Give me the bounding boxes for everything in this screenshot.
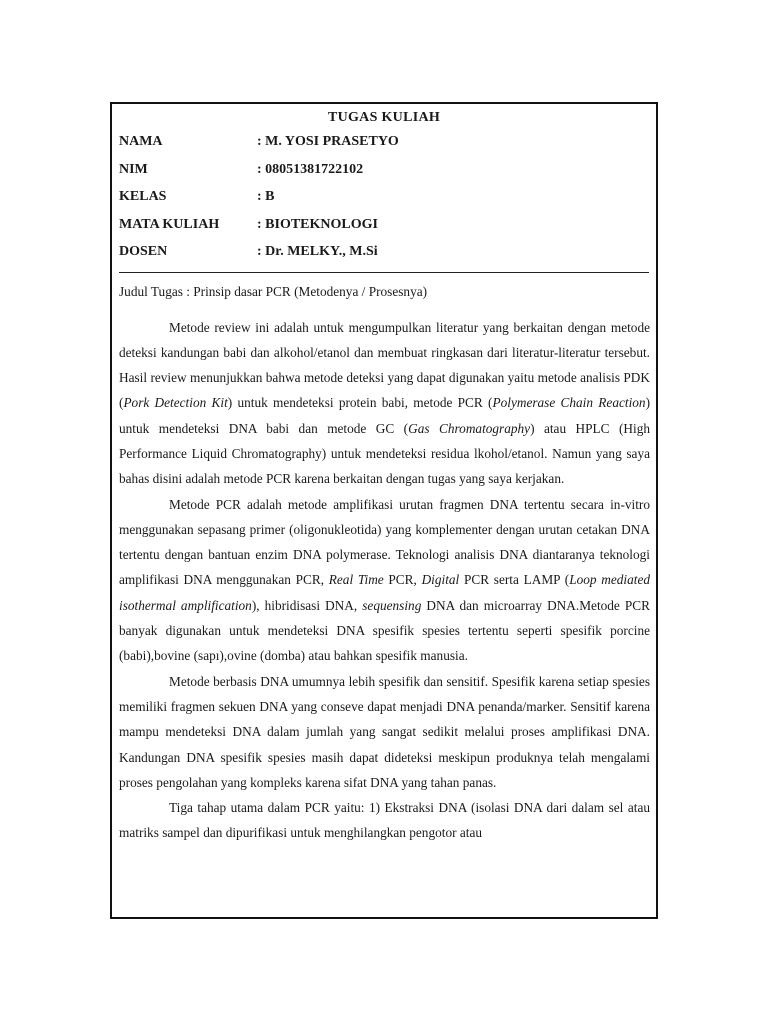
- italic-term: Polymerase Chain Reaction: [492, 395, 646, 411]
- header-field-row: [119, 162, 649, 190]
- header-field-row: [119, 217, 649, 245]
- field-label: NAMA: [119, 134, 163, 149]
- body-paragraph: [119, 669, 650, 795]
- document-frame: [110, 102, 658, 919]
- body-paragraph: [119, 315, 650, 492]
- text-segment: Metode PCR adalah metode amplifikasi urutan fragmen DNA tertentu secara in-vitro menggunakan sepasang primer (oligonukleotida) yang komplementer dengan urutan cetakan DNA tertentu dengan bantuan enzim DNA polymerase. Teknologi analisis DNA diantaranya teknologi amplifikasi DNA menggunakan PCR,: [119, 496, 650, 588]
- text-segment: Metode review ini adalah untuk mengumpulkan literatur yang berkaitan dengan metode deteksi kandungan babi dan alkohol/etanol dan membuat ringkasan dari literatur-literatur tersebut. Hasil review menunjukkan bahwa metode deteksi yang dapat digunakan yaitu metode analisis PDK (: [119, 319, 650, 411]
- field-value: : M. YOSI PRASETYO: [257, 134, 399, 149]
- body-paragraph: [119, 492, 650, 669]
- text-segment: ) atau HPLC (High Performance Liquid Chromatography) untuk mendeteksi residua lkohol/etanol. Namun yang saya bahas disini adalah metode PCR karena berkaitan dengan tugas yang saya kerjakan.: [119, 420, 650, 487]
- italic-term: Pork Detection Kit: [123, 395, 228, 411]
- italic-term: sequensing: [362, 597, 422, 613]
- italic-term: Loop mediated isothermal amplification: [119, 572, 650, 613]
- header-field-row: [119, 134, 649, 162]
- assignment-title: Judul Tugas : Prinsip dasar PCR (Metodenya / Prosesnya): [119, 283, 428, 299]
- text-segment: DNA dan microarray DNA.Metode PCR banyak digunakan untuk mendeteksi DNA spesifik spesies tertentu seperti spesifik porcine (babi),bovine (sapı),ovine (domba) atau bahkan spesifik manusia.: [119, 597, 651, 664]
- header-field-row: [119, 189, 649, 217]
- header-field-row: [119, 244, 649, 272]
- field-value: : BIOTEKNOLOGI: [257, 216, 378, 232]
- field-value: : B: [257, 189, 275, 204]
- text-segment: PCR,: [383, 572, 422, 588]
- header-block: [112, 110, 656, 272]
- text-segment: Metode berbasis DNA umumnya lebih spesifik dan sensitif. Spesifik karena setiap spesies memiliki fragmen sekuen DNA yang conseve dapat menjadi DNA penanda/marker. Sensitif karena mampu mendeteksi DNA dalam jumlah yang sangat sedikit melalui proses amplifikasi DNA. Kandungan DNA spesifik spesies masih dapat dideteksi meskipun produknya telah mengalami proses pengolahan yang kompleks karena sifat DNA yang tahan panas.: [119, 673, 650, 790]
- italic-term: Gas Chromatography: [408, 420, 531, 436]
- text-segment: Tiga tahap utama dalam PCR yaitu: 1) Ekstraksi DNA (isolasi DNA dari dalam sel atau matriks sampel dan dipurifikasi untuk menghilangkan pengotor atau: [119, 800, 650, 841]
- header-fields: [119, 134, 649, 272]
- body-paragraph: [119, 795, 650, 846]
- text-segment: ), hibridisasi DNA,: [251, 597, 363, 613]
- italic-term: Digital: [421, 572, 460, 588]
- document-title: TUGAS KULIAH: [327, 110, 441, 125]
- field-value: : Dr. MELKY., M.Si: [257, 244, 378, 259]
- italic-term: Real Time: [328, 572, 384, 588]
- field-label: MATA KULIAH: [119, 216, 220, 232]
- field-value: : 08051381722102: [257, 161, 364, 177]
- text-segment: ) untuk mendeteksi protein babi, metode PCR (: [227, 395, 493, 411]
- document-body: [112, 315, 656, 846]
- field-label: KELAS: [119, 189, 167, 204]
- field-label: NIM: [119, 161, 148, 177]
- field-label: DOSEN: [119, 244, 168, 259]
- text-segment: PCR serta LAMP (: [459, 572, 570, 588]
- text-segment: ) untuk mendeteksi DNA babi dan metode GC (: [119, 395, 650, 436]
